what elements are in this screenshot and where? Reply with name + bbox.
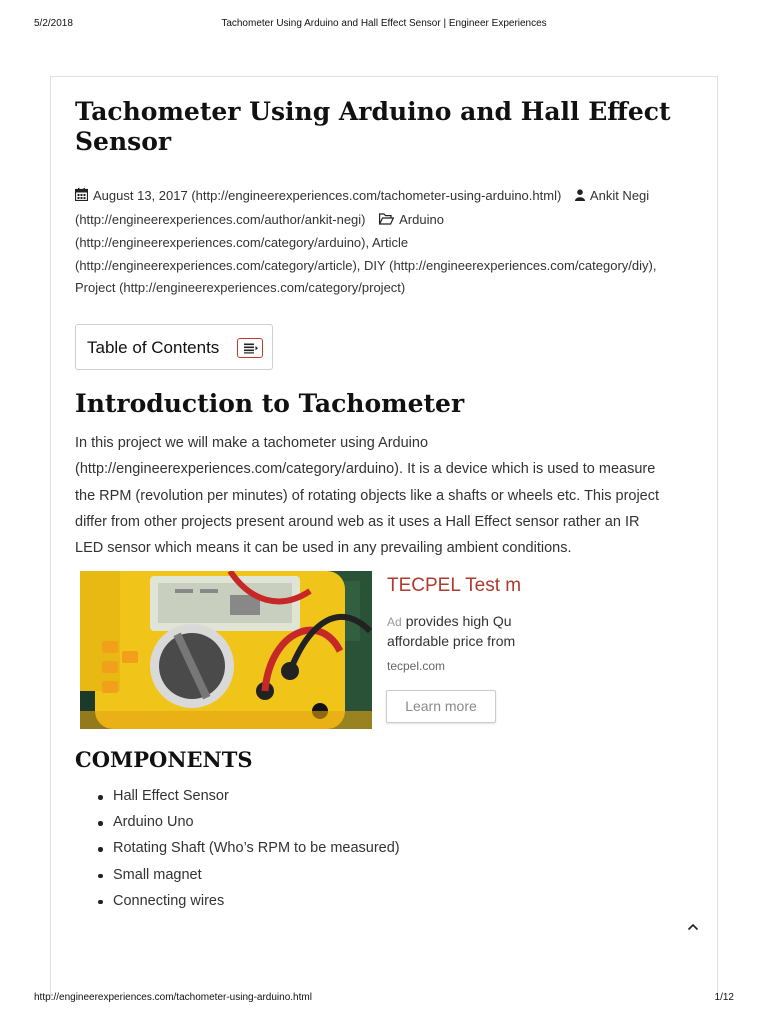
author-link[interactable]: Ankit Negi: [589, 188, 650, 203]
post-date-url[interactable]: (http://engineerexperiences.com/tachometer-using-arduino.html): [191, 188, 562, 203]
folder-open-icon: [379, 210, 394, 233]
learn-more-button[interactable]: Learn more: [386, 690, 496, 723]
article-card: [50, 76, 718, 996]
components-heading: COMPONENTS: [75, 747, 253, 772]
category-article-url[interactable]: (http://engineerexperiences.com/category/article),: [75, 257, 361, 273]
intro-paragraph: [75, 430, 695, 561]
intro-heading: Introduction to Tachometer: [75, 389, 465, 418]
list-item: Arduino Uno: [113, 809, 400, 835]
list-item: Small magnet: [113, 862, 400, 888]
category-diy-url[interactable]: (http://engineerexperiences.com/category/diy),: [389, 257, 657, 273]
article-title: Tachometer Using Arduino and Hall Effect Sensor: [75, 97, 671, 156]
ad-badge: Ad: [387, 615, 402, 629]
ad-desc-line1: provides high Qu: [405, 613, 512, 629]
category-article-link[interactable]: Article: [372, 235, 409, 250]
calendar-icon: [75, 186, 88, 209]
post-date-link[interactable]: August 13, 2017: [93, 188, 188, 203]
ad-description: [387, 612, 527, 652]
page-number: 1/12: [714, 992, 734, 1003]
list-item: Rotating Shaft (Who’s RPM to be measured): [113, 835, 400, 861]
intro-line: the RPM (revolution per minutes) of rotating objects like a shafts or wheels etc. This project: [75, 487, 660, 504]
intro-line: LED sensor which means it can be used in any prevailing ambient conditions.: [75, 540, 572, 557]
toc-label: Table of Contents: [87, 338, 220, 357]
chevron-up-icon: [687, 923, 699, 931]
table-of-contents: [75, 324, 273, 370]
components-list: [113, 783, 400, 914]
print-date: 5/2/2018: [34, 18, 73, 29]
user-icon: [575, 186, 585, 209]
print-url: http://engineerexperiences.com/tachometer-using-arduino.html: [34, 992, 312, 1003]
scroll-to-top-button[interactable]: [687, 923, 699, 931]
intro-line-link[interactable]: (http://engineerexperiences.com/category/arduino). It is a device which is used to measure: [75, 461, 656, 478]
category-diy-link[interactable]: DIY: [364, 257, 386, 273]
category-arduino-url[interactable]: (http://engineerexperiences.com/category/arduino),: [75, 235, 370, 250]
ad-image-multimeter[interactable]: [80, 571, 372, 729]
list-item: Hall Effect Sensor: [113, 783, 400, 809]
print-title: Tachometer Using Arduino and Hall Effect Sensor | Engineer Experiences: [221, 18, 547, 29]
ad-domain: tecpel.com: [387, 659, 446, 673]
list-item: Connecting wires: [113, 888, 400, 914]
author-url[interactable]: (http://engineerexperiences.com/author/ankit-negi): [75, 211, 366, 227]
intro-line: In this project we will make a tachometer using Arduino: [75, 435, 429, 451]
category-project-url[interactable]: (http://engineerexperiences.com/category/project): [119, 280, 406, 295]
intro-line: differ from other projects present around web as it uses a Hall Effect sensor rather an IR: [75, 513, 640, 530]
advertisement[interactable]: [80, 571, 530, 729]
ad-desc-line2: affordable price from: [387, 633, 516, 649]
ad-title[interactable]: TECPEL Test m: [387, 575, 522, 596]
article-meta: [75, 185, 675, 300]
category-arduino-link[interactable]: Arduino: [399, 211, 444, 227]
toc-toggle-button[interactable]: [237, 338, 263, 358]
category-project-link[interactable]: Project: [75, 280, 116, 295]
list-icon: [238, 339, 262, 357]
